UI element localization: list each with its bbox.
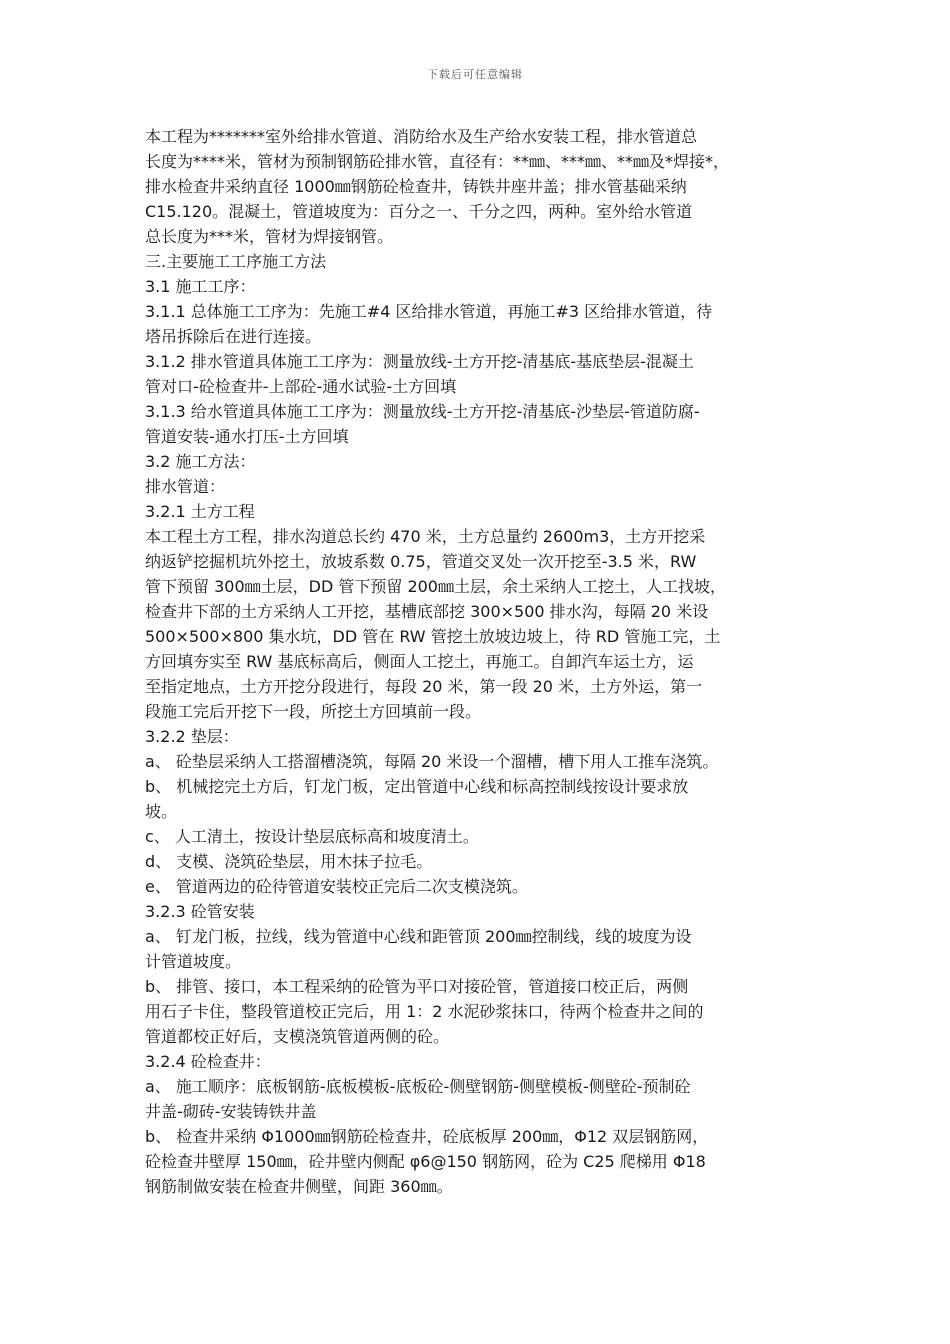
text-line: a、 施工顺序：底板钢筋-底板模板-底板砼-侧壁钢筋-侧壁模板-侧壁砼-预制砼 [145, 1077, 691, 1096]
text-line: 3.2 施工方法： [145, 452, 256, 471]
text-line: 管道安装-通水打压-土方回填 [145, 427, 349, 446]
text-line: 排水检查井采纳直径 1000㎜钢筋砼检查井，铸铁井座井盖；排水管基础采纳 [145, 177, 687, 196]
text-line: b、 排管、接口，本工程采纳的砼管为平口对接砼管，管道接口校正后，两侧 [145, 977, 689, 996]
text-line: 砼检查井壁厚 150㎜，砼井壁内侧配 φ6@150 钢筋网，砼为 C25 爬梯用 Φ18 [145, 1152, 706, 1171]
text-line: b、 机械挖完土方后，钉龙门板，定出管道中心线和标高控制线按设计要求放 [145, 777, 689, 796]
text-line: 至指定地点，土方开挖分段进行，每段 20 米，第一段 20 米，土方外运，第一 [145, 677, 703, 696]
text-line: 3.1.3 给水管道具体施工工序为：测量放线-土方开挖-清基底-沙垫层-管道防腐- [145, 402, 700, 421]
text-line: d、 支模、浇筑砼垫层，用木抹子拉毛。 [145, 852, 433, 871]
text-line: 3.1.2 排水管道具体施工工序为：测量放线-土方开挖-清基底-基底垫层-混凝土 [145, 352, 694, 371]
text-line: 计管道坡度。 [145, 952, 242, 971]
text-line: 3.2.1 土方工程 [145, 502, 255, 521]
text-line: b、 检查井采纳 Φ1000㎜钢筋砼检查井，砼底板厚 200㎜，Φ12 双层钢筋网， [145, 1127, 709, 1146]
text-line: c、 人工清土，按设计垫层底标高和坡度清土。 [145, 827, 479, 846]
text-line: 三.主要施工工序施工方法 [145, 252, 327, 271]
text-line: 段施工完后开挖下一段，所挖土方回填前一段。 [145, 702, 482, 721]
text-line: 500×500×800 集水坑，DD 管在 RW 管挖土放坡边坡上，待 RD 管施工完，土 [145, 627, 721, 646]
text-line: 3.1.1 总体施工工序为：先施工#4 区给排水管道，再施工#3 区给排水管道，待 [145, 302, 713, 321]
text-line: 塔吊拆除后在进行连接。 [145, 327, 322, 346]
text-line: 3.2.2 垫层： [145, 727, 239, 746]
text-line: 纳返铲挖掘机坑外挖土，放坡系数 0.75，管道交叉处一次开挖至-3.5 米，RW [145, 552, 697, 571]
text-line: 方回填夯实至 RW 基底标高后，侧面人工挖土，再施工。自卸汽车运土方，运 [145, 652, 694, 671]
text-line: 检查井下部的土方采纳人工开挖，基槽底部挖 300×500 排水沟，每隔 20 米设 [145, 602, 709, 621]
text-line: 钢筋制做安装在检查井侧壁，间距 360㎜。 [145, 1177, 453, 1196]
text-line: a、 砼垫层采纳人工搭溜槽浇筑，每隔 20 米设一个溜槽，槽下用人工推车浇筑。 [145, 752, 719, 771]
text-line: 3.2.3 砼管安装 [145, 902, 255, 921]
text-line: 井盖-砌砖-安装铸铁井盖 [145, 1102, 317, 1121]
text-line: C15.120。混凝土，管道坡度为：百分之一、千分之四，两种。室外给水管道 [145, 202, 693, 221]
text-line: 总长度为***米，管材为焊接钢管。 [145, 227, 394, 246]
text-line: 本工程土方工程，排水沟道总长约 470 米，土方总量约 2600m3，土方开挖采 [145, 527, 706, 546]
text-line: 管对口-砼检查井-上部砼-通水试验-土方回填 [145, 377, 457, 396]
text-line: 用石子卡住，整段管道校正完后，用 1：2 水泥砂浆抹口，待两个检查井之间的 [145, 1002, 704, 1021]
page-header: 下载后可任意编辑 [427, 68, 523, 81]
text-line: e、 管道两边的砼待管道安装校正完后二次支模浇筑。 [145, 877, 528, 896]
text-line: 管下预留 300㎜土层，DD 管下预留 200㎜土层，余土采纳人工挖土，人工找坡， [145, 577, 726, 596]
text-line: 管道都校正好后，支模浇筑管道两侧的砼。 [145, 1027, 450, 1046]
text-line: 坡。 [145, 802, 178, 821]
text-line: a、 钉龙门板，拉线，线为管道中心线和距管顶 200㎜控制线，线的坡度为设 [145, 927, 692, 946]
text-line: 排水管道： [145, 477, 226, 496]
document-body [145, 124, 815, 1199]
text-line: 3.2.4 砼检查井： [145, 1052, 271, 1071]
text-line: 长度为****米，管材为预制钢筋砼排水管，直径有：**㎜、***㎜、**㎜及*焊接*， [145, 152, 730, 171]
text-line: 3.1 施工工序： [145, 277, 256, 296]
text-line: 本工程为*******室外给排水管道、消防给水及生产给水安装工程，排水管道总 [145, 127, 698, 146]
